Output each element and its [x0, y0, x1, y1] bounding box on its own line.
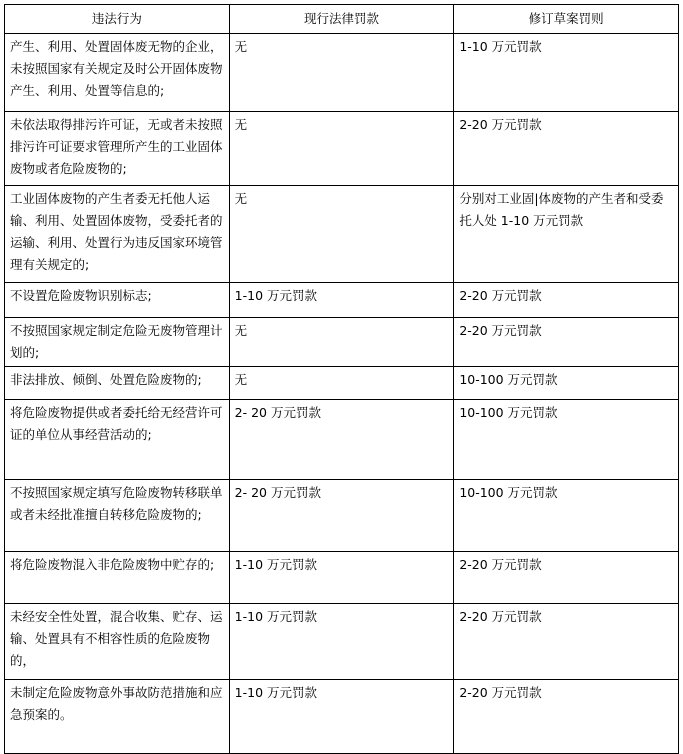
current-fine-cell: 2- 20 万元罚款 [229, 480, 454, 552]
violation-cell: 不按照国家规定填写危险废物转移联单或者未经批准擅自转移危险废物的; [5, 480, 230, 552]
revised-penalty-cell: 1-10 万元罚款 [454, 34, 679, 112]
current-fine-cell: 1-10 万元罚款 [229, 283, 454, 318]
table-row [5, 552, 679, 604]
revised-penalty-cell: 10-100 万元罚款 [454, 480, 679, 552]
table-row [5, 604, 679, 680]
table-body [5, 34, 679, 754]
revised-penalty-cell: 2-20 万元罚款 [454, 318, 679, 367]
table-row [5, 283, 679, 318]
revised-penalty-cell: 2-20 万元罚款 [454, 680, 679, 754]
current-fine-cell: 2- 20 万元罚款 [229, 400, 454, 480]
table-row [5, 480, 679, 552]
violation-cell: 不设置危险废物识别标志; [5, 283, 230, 318]
current-fine-cell: 1-10 万元罚款 [229, 604, 454, 680]
table-row [5, 680, 679, 754]
table-row [5, 34, 679, 112]
table-row [5, 367, 679, 400]
revised-penalty-cell: 2-20 万元罚款 [454, 552, 679, 604]
revised-penalty-cell: 2-20 万元罚款 [454, 112, 679, 186]
violation-cell: 不按照国家规定制定危险无废物管理计划的; [5, 318, 230, 367]
table-row [5, 186, 679, 283]
current-fine-cell: 无 [229, 34, 454, 112]
table-header [5, 5, 679, 34]
violation-cell: 将危险废物提供或者委托给无经营许可证的单位从事经营活动的; [5, 400, 230, 480]
violation-cell: 产生、利用、处置固体废无物的企业，未按照国家有关规定及时公开固体废物产生、利用、处置等信息的; [5, 34, 230, 112]
current-fine-cell: 无 [229, 186, 454, 283]
current-fine-cell: 无 [229, 367, 454, 400]
violation-cell: 将危险废物混入非危险废物中贮存的; [5, 552, 230, 604]
table-row [5, 400, 679, 480]
violation-cell: 工业固体废物的产生者委无托他人运输、利用、处置固体废物，受委托者的运输、利用、处置行为违反国家环境管理有关规定的; [5, 186, 230, 283]
header-current-law-fine: 现行法律罚款 [229, 5, 454, 34]
table-row [5, 318, 679, 367]
revised-penalty-cell: 分别对工业固|体废物的产生者和受委托人处 1-10 万元罚款 [454, 186, 679, 283]
penalty-comparison-table [4, 4, 679, 754]
revised-penalty-cell: 10-100 万元罚款 [454, 400, 679, 480]
current-fine-cell: 无 [229, 112, 454, 186]
violation-cell: 未制定危险废物意外事故防范措施和应急预案的。 [5, 680, 230, 754]
revised-penalty-cell: 10-100 万元罚款 [454, 367, 679, 400]
header-row [5, 5, 679, 34]
revised-penalty-cell: 2-20 万元罚款 [454, 283, 679, 318]
current-fine-cell: 1-10 万元罚款 [229, 680, 454, 754]
violation-cell: 未依法取得排污许可证，无或者未按照排污许可证要求管理所产生的工业固体废物或者危险废物的; [5, 112, 230, 186]
header-revised-draft-penalty: 修订草案罚则 [454, 5, 679, 34]
violation-cell: 非法排放、倾倒、处置危险废物的; [5, 367, 230, 400]
current-fine-cell: 无 [229, 318, 454, 367]
revised-penalty-cell: 2-20 万元罚款 [454, 604, 679, 680]
violation-cell: 未经安全性处置，混合收集、贮存、运输、处置具有不相容性质的危险废物的， [5, 604, 230, 680]
header-violation: 违法行为 [5, 5, 230, 34]
current-fine-cell: 1-10 万元罚款 [229, 552, 454, 604]
table-row [5, 112, 679, 186]
